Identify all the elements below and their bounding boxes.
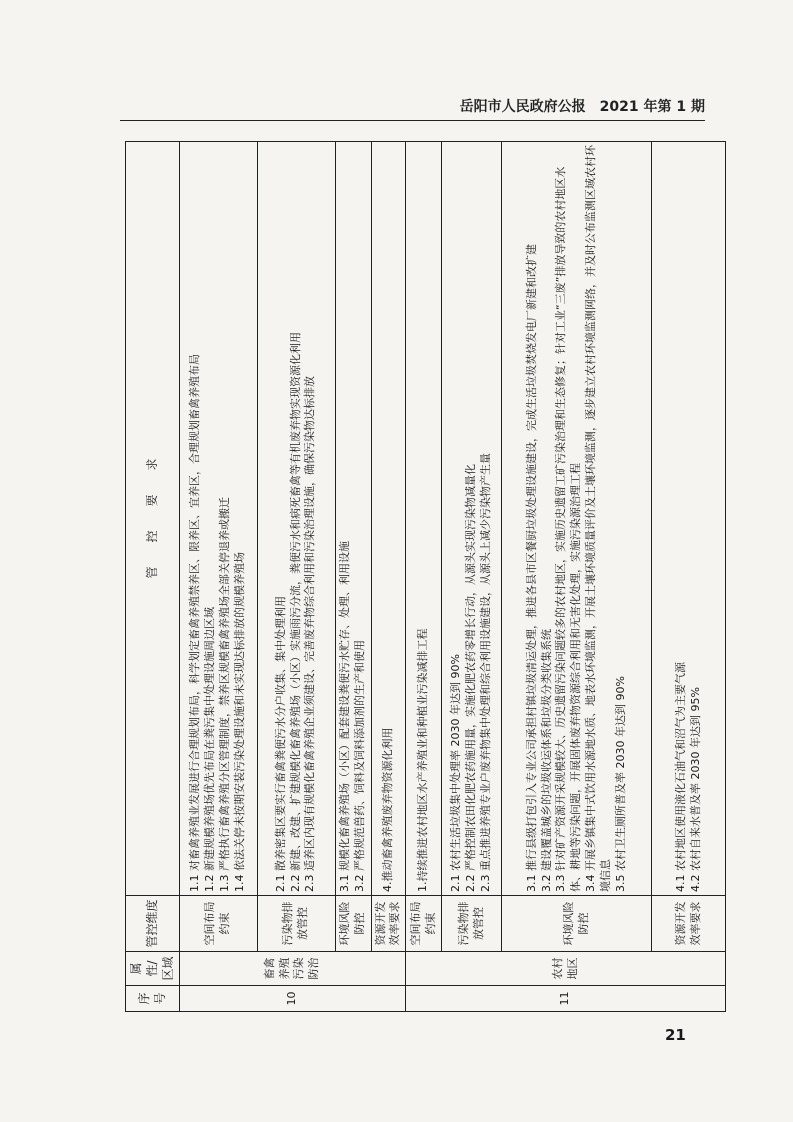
req-line: 1.持续推进农村地区水产养殖业和种植业污染减排工程 xyxy=(416,628,430,892)
table-row xyxy=(335,142,371,1012)
row10-dim-risk: 环境风险防控 xyxy=(335,896,371,952)
publication-header: 岳阳市人民政府公报 2021 年第 1 期 xyxy=(120,96,705,121)
table-header-row xyxy=(126,142,180,1012)
row10-req-risk xyxy=(335,142,371,896)
table-row xyxy=(652,142,726,1012)
row10-dim-space: 空间布局约束 xyxy=(179,896,257,952)
row10-req-space xyxy=(179,142,257,896)
row11-dim-pollution: 污染物排放管控 xyxy=(442,896,502,952)
page-number: 21 xyxy=(665,1026,686,1044)
req-line: 1.3 严格执行畜禽养殖分区管理制度，禁养区规模畜禽养殖场全部关停退养或搬迁 xyxy=(218,497,232,892)
table-row xyxy=(406,142,442,1012)
req-line: 1.2 新建规模养殖场优先布局在粪污集中处理设施周边区域 xyxy=(203,607,217,892)
req-line: 3.2 建设覆盖城乡的垃圾收运体系和垃圾分类收集系统 xyxy=(539,629,553,892)
req-line: 3.1 推行县级打包引入专业公司承担村镇垃圾清运处理，推进各县市区餐厨垃圾处理设施建设，完成生活垃圾焚烧发电厂新建和改扩建 xyxy=(524,244,538,892)
req-line: 2.3 适养区内现有规模化畜禽养殖企业须建设、完善废弃物综合利用和污染治理设施，确保污染物达标排放 xyxy=(303,376,317,892)
req-line: 1.1 对畜禽养殖业发展进行合理规划布局，科学划定畜禽养殖禁养区、限养区、宜养区，合理规划畜禽养殖布局 xyxy=(188,354,202,892)
row10-req-resource xyxy=(371,142,406,896)
row10-req-pollution xyxy=(257,142,335,896)
header-seq: 序号 xyxy=(126,986,180,1012)
row11-seq: 11 xyxy=(406,986,726,1012)
table-row xyxy=(257,142,335,1012)
table-row xyxy=(442,142,502,1012)
req-line: 3.3 针对矿产资源开采规模较大、历史遗留污染问题较多的农村地区，实施历史遗留工矿污染治理和生态修复；针对工业“三废”排放导致的农村地区水体、耕地等污染问题，开展固体废弃物资源综合利用和无害化处理，实施污染源治理工程 xyxy=(554,166,583,892)
row11-req-pollution xyxy=(442,142,502,896)
table-row xyxy=(371,142,406,1012)
row11-req-resource xyxy=(652,142,726,896)
header-dim: 管控维度 xyxy=(126,896,180,952)
header-req: 管 控 要 求 xyxy=(126,142,180,896)
row11-dim-space: 空间布局约束 xyxy=(406,896,442,952)
req-line: 2.2 严格控制农田化肥农药施用量，实施化肥农药零增长行动，从源头实现污染物减量化 xyxy=(464,464,478,892)
req-line: 3.5 农村卫生厕所普及率 2030 年达到 90% xyxy=(613,676,627,892)
row11-dim-resource: 资源开发效率要求 xyxy=(652,896,726,952)
rotated-table-container xyxy=(125,142,705,1012)
req-line: 3.4 开展乡镇集中式饮用水源地水质、地表水环境监测，开展土壤环境质量评价及土壤环境监测，逐步建立农村环境监测网络，并及时公布监测区域农村环境信息 xyxy=(584,145,613,892)
table-row xyxy=(179,142,257,1012)
req-line: 3.1 规模化畜禽养殖场（小区）配套建设粪便污水贮存、处理、利用设施 xyxy=(338,541,352,892)
row10-dim-resource: 资源开发效率要求 xyxy=(371,896,406,952)
req-line: 2.1 散养密集区要实行畜禽粪便污水分户收集、集中处理利用 xyxy=(273,596,287,892)
header-attr: 属性/区域 xyxy=(126,952,180,986)
row10-seq: 10 xyxy=(179,986,406,1012)
req-line: 2.2 新建、改建、扩建规模化畜禽养殖场（小区）实施雨污分流，粪便污水和病死畜禽等有机废弃物实现资源化利用 xyxy=(288,332,302,892)
row11-req-space xyxy=(406,142,442,896)
req-line: 4.2 农村自来水普及率 2030 年达到 95% xyxy=(688,687,702,892)
table-row xyxy=(502,142,652,1012)
req-line: 4.推动畜禽养殖废弃物资源化利用 xyxy=(380,727,394,892)
row10-attr: 畜禽养殖污染防治 xyxy=(179,952,406,986)
req-line: 4.1 农村地区使用液化石油气和沼气为主要气源 xyxy=(673,662,687,892)
row11-req-risk xyxy=(502,142,652,896)
row11-attr: 农村地区 xyxy=(406,952,726,986)
row11-dim-risk: 环境风险防控 xyxy=(502,896,652,952)
req-line: 2.3 重点推进养殖专业户废弃物集中处理和综合利用设施建设，从源头上减少污染物产生量 xyxy=(479,453,493,892)
req-line: 3.2 严格规范兽药、饲料及饲料添加剂的生产和使用 xyxy=(353,640,367,892)
control-requirements-table xyxy=(125,141,726,1012)
req-line: 1.4 依法关停未按期安装污染处理设施和未实现达标排放的规模养殖场 xyxy=(232,552,246,892)
req-line: 2.1 农村生活垃圾集中处理率 2030 年达到 90% xyxy=(449,654,463,892)
row10-dim-pollution: 污染物排放管控 xyxy=(257,896,335,952)
